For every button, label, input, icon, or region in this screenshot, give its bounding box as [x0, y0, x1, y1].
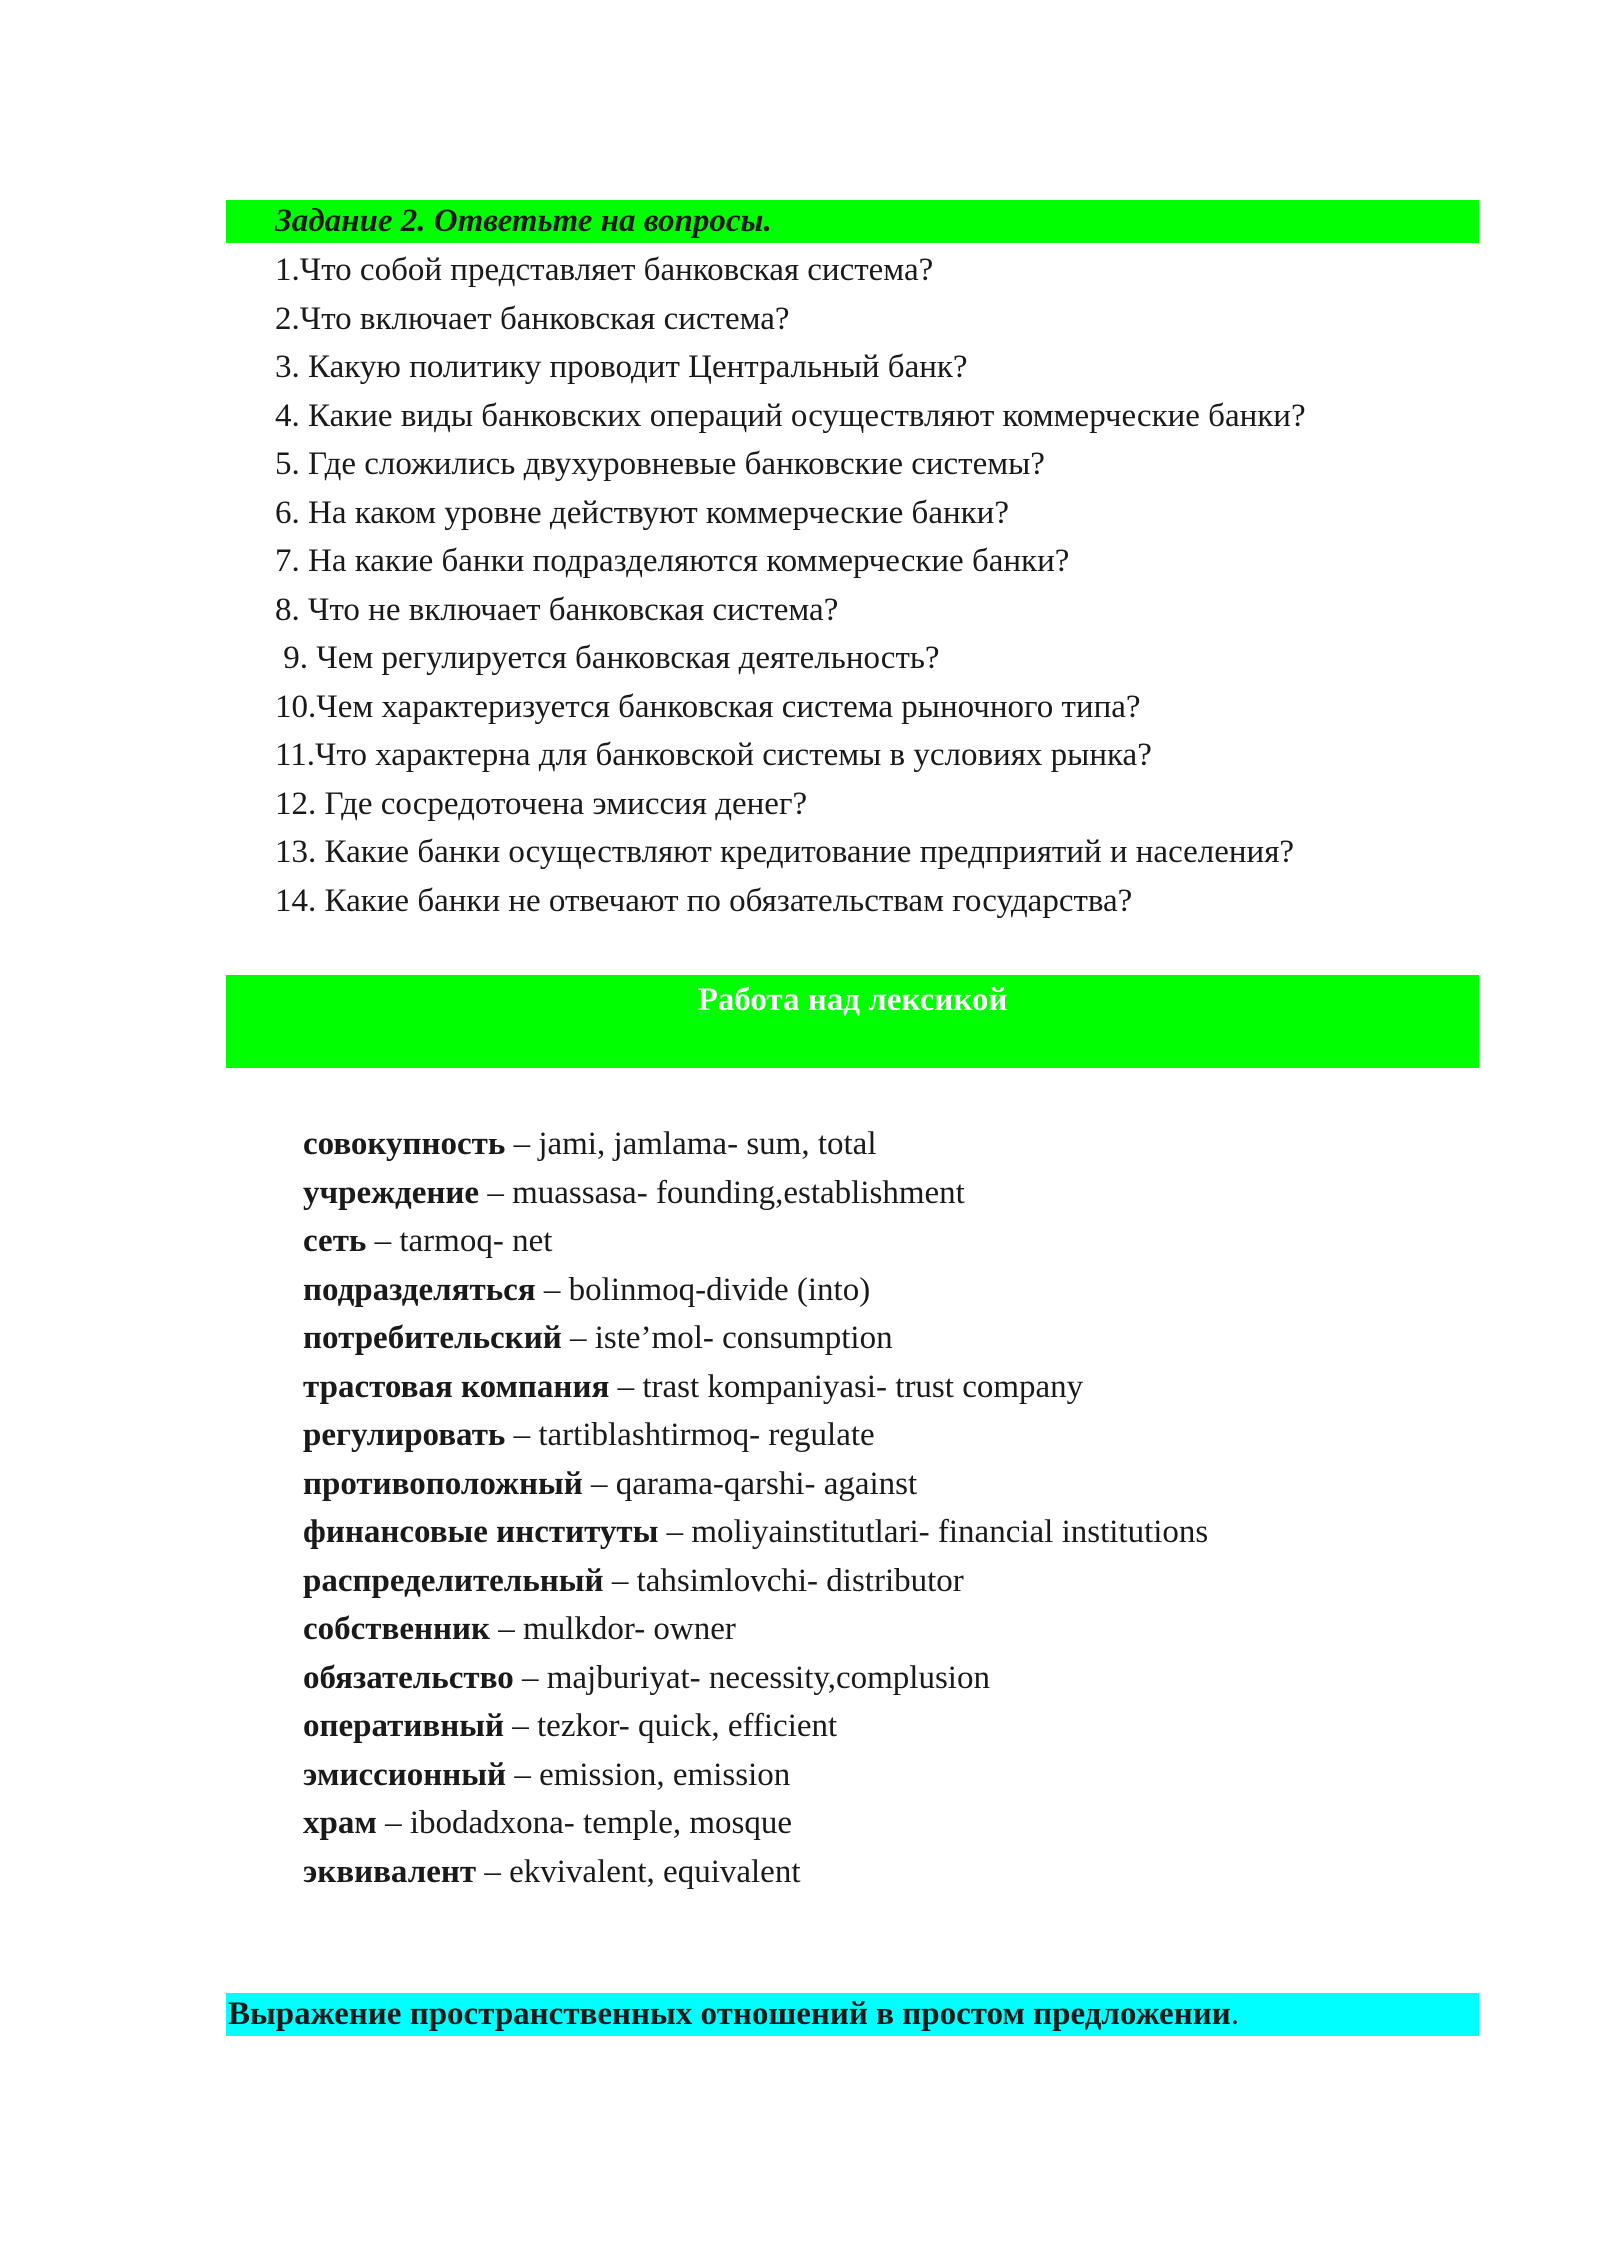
question-item: 12. Где сосредоточена эмиссия денег? — [275, 785, 808, 822]
task2-header — [226, 200, 1479, 243]
vocab-term: распределительный — [303, 1562, 604, 1599]
vocab-entry — [303, 1169, 1208, 1218]
vocab-definition: – trast kompaniyasi- trust company — [609, 1368, 1084, 1405]
vocab-definition: – ibodadxona- temple, mosque — [376, 1805, 793, 1841]
vocab-entry — [303, 1848, 1208, 1897]
vocab-entry — [303, 1120, 1208, 1169]
vocab-term: трастовая компания — [303, 1368, 610, 1405]
vocab-term: потребительский — [303, 1320, 562, 1356]
questions-list — [275, 246, 1306, 925]
vocab-entry — [303, 1557, 1208, 1606]
lexicon-title: Работа над лексикой — [697, 982, 1008, 1018]
spatial-relations-title-bold: Выражение пространственных отношений в простом предложении — [228, 1996, 1231, 2032]
vocab-term: храм — [303, 1805, 377, 1841]
question-item: 6. На каком уровне действуют коммерческие банки? — [275, 494, 1009, 531]
vocab-entry — [303, 1751, 1208, 1800]
question-item: 11.Что характерна для банковской системы в условиях рынка? — [275, 737, 1152, 773]
vocab-entry — [303, 1411, 1208, 1460]
vocab-definition: – mulkdor- owner — [490, 1611, 736, 1647]
vocab-definition: – tezkor- quick, efficient — [504, 1708, 838, 1744]
question-item: 10.Чем характеризуется банковская система рыночного типа? — [275, 688, 1141, 725]
question-item: 7. На какие банки подразделяются коммерческие банки? — [275, 543, 1070, 579]
vocab-entry — [303, 1654, 1208, 1703]
vocab-definition: – muassasa- founding,establishment — [479, 1174, 965, 1211]
lexicon-header — [226, 975, 1479, 1068]
question-item: 8. Что не включает банковская система? — [275, 591, 839, 628]
vocab-entry — [303, 1460, 1208, 1509]
vocab-definition: – bolinmoq-divide (into) — [535, 1271, 871, 1308]
question-item: 9. Чем регулируется банковская деятельность? — [275, 640, 940, 676]
vocab-term: подразделяться — [303, 1271, 536, 1308]
vocab-term: обязательство — [303, 1659, 514, 1696]
spatial-relations-title — [228, 1993, 1239, 2036]
spatial-relations-header — [226, 1993, 1479, 2036]
question-item: 2.Что включает банковская система? — [275, 300, 790, 337]
vocab-term: эмиссионный — [303, 1756, 507, 1793]
question-item: 14. Какие банки не отвечают по обязательствам государства? — [275, 882, 1133, 919]
spatial-relations-title-period: . — [1230, 1996, 1239, 2032]
question-item: 5. Где сложились двухуровневые банковские системы? — [275, 446, 1045, 482]
vocab-entry — [303, 1217, 1208, 1266]
question-item: 4. Какие виды банковских операций осуществляют коммерческие банки? — [275, 397, 1306, 434]
vocab-definition: – majburiyat- necessity,complusion — [513, 1659, 990, 1696]
vocab-entry — [303, 1314, 1208, 1363]
question-item: 13. Какие банки осуществляют кредитование предприятий и населения? — [275, 834, 1295, 870]
vocab-entry — [303, 1363, 1208, 1412]
vocab-definition: – tartiblashtirmoq- regulate — [505, 1417, 875, 1453]
vocab-definition: – moliyainstitutlari- financial institutions — [658, 1514, 1209, 1550]
vocab-definition: – tarmoq- net — [366, 1223, 553, 1259]
vocab-term: совокупность — [303, 1126, 506, 1162]
vocab-term: оперативный — [303, 1708, 504, 1744]
vocab-entry — [303, 1508, 1208, 1557]
vocab-term: учреждение — [303, 1174, 480, 1211]
task2-title: Задание 2. Ответьте на вопросы. — [275, 203, 772, 239]
vocab-definition: – jami, jamlama- sum, total — [505, 1126, 877, 1162]
vocab-definition: – ekvivalent, equivalent — [476, 1853, 801, 1890]
question-item: 1.Что собой представляет банковская система? — [275, 252, 934, 288]
vocab-definition: – emission, emission — [506, 1756, 791, 1793]
vocab-term: сеть — [303, 1223, 367, 1259]
vocab-term: собственник — [303, 1611, 491, 1647]
vocabulary-list — [303, 1120, 1208, 1896]
vocab-term: противоположный — [303, 1465, 583, 1502]
vocab-term: эквивалент — [303, 1853, 477, 1890]
vocab-entry — [303, 1702, 1208, 1751]
vocab-term: финансовые институты — [303, 1514, 659, 1550]
question-item: 3. Какую политику проводит Центральный банк? — [275, 349, 968, 385]
vocab-entry — [303, 1605, 1208, 1654]
vocab-entry — [303, 1266, 1208, 1315]
vocab-definition: – tahsimlovchi- distributor — [603, 1562, 964, 1599]
vocab-entry — [303, 1799, 1208, 1848]
vocab-definition: – iste’mol- consumption — [561, 1320, 893, 1356]
vocab-term: регулировать — [303, 1417, 506, 1453]
vocab-definition: – qarama-qarshi- against — [582, 1465, 918, 1502]
